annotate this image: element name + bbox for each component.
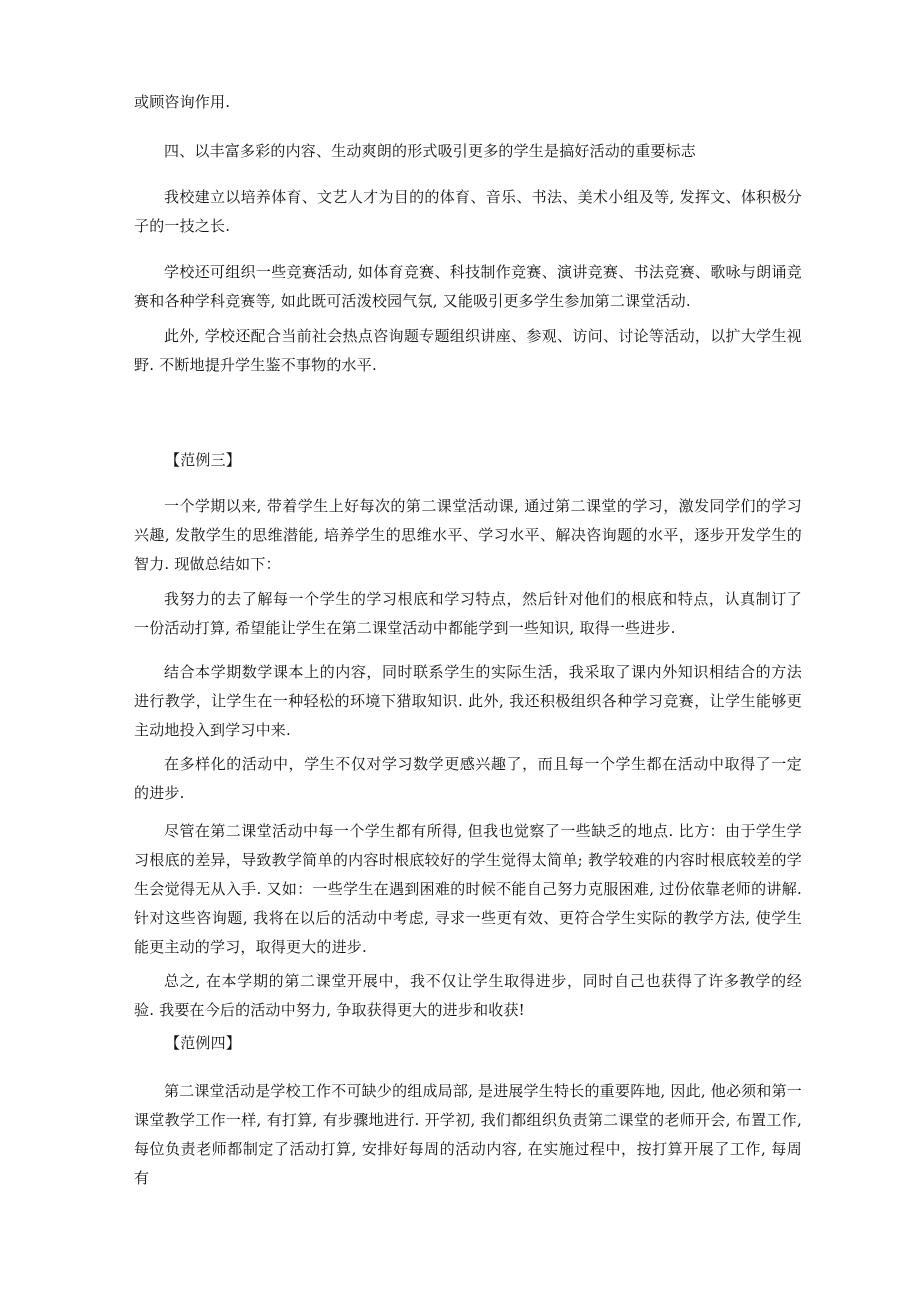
paragraph-understand-students: 我努力的去了解每一个学生的学习根底和学习特点，然后针对他们的根底和特点，认真制订了一份活动打算, 希望能让学生在第二课堂活动中都能学到一些知识, 取得一些进步. [134, 590, 802, 637]
paragraph-semester-intro: 一个学期以来, 带着学生上好每次的第二课堂活动课, 通过第二课堂的学习，激发同学们的学习兴趣, 发散学生的思维潜能, 培养学生的思维水平、学习水平、解决咨询题的水平，逐步开发学生的智力. 现做总结如下： [134, 497, 802, 573]
paragraph-competitions: 学校还可组织一些竞赛活动, 如体育竞赛、科技制作竞赛、演讲竞赛、书法竞赛、歌咏与朗诵竞赛和各种学科竞赛等, 如此既可活泼校园气氛, 又能吸引更多学生参加第二课堂活动. [134, 263, 802, 310]
paragraph-diverse-activities: 在多样化的活动中，学生不仅对学习数学更感兴趣了，而且每一个学生都在活动中取得了一定的进步. [134, 755, 802, 802]
paragraph-second-classroom: 第二课堂活动是学校工作不可缺少的组成局部, 是进展学生特长的重要阵地, 因此, 他必须和第一课堂教学工作一样, 有打算, 有步骤地进行. 开学初, 我们都组织负责第二课堂的老师开会, 布置工作, 每位负责老师都制定了活动打算, 安排好每周的活动内容, 在实施过程中，按打算开展了工作, 每周有 [134, 1082, 802, 1187]
example-three-heading: 【范例三】 [165, 451, 242, 469]
paragraph-conclusion: 总之, 在本学期的第二课堂开展中，我不仅让学生取得进步，同时自己也获得了许多教学的经验. 我要在今后的活动中努力, 争取获得更大的进步和收获! [134, 972, 802, 1019]
paragraph-teaching-method: 结合本学期数学课本上的内容，同时联系学生的实际生活，我采取了课内外知识相结合的方法进行教学，让学生在一种轻松的环境下猎取知识. 此外, 我还积极组织各种学习竞赛，让学生能够更主动地投入到学习中来. [134, 663, 802, 739]
section-heading-four: 四、以丰富多彩的内容、生动爽朗的形式吸引更多的学生是搞好活动的重要标志 [164, 142, 697, 160]
paragraph-lectures-visits: 此外, 学校还配合当前社会热点咨询题专题组织讲座、参观、访问、讨论等活动，以扩大学生视野. 不断地提升学生鉴不事物的水平. [134, 327, 802, 374]
paragraph-sports-arts-groups: 我校建立以培养体育、文艺人才为目的的体育、音乐、书法、美术小组及等, 发挥文、体积极分子的一技之长. [134, 188, 802, 235]
paragraph-shortcomings: 尽管在第二课堂活动中每一个学生都有所得, 但我也觉察了一些缺乏的地点. 比方：由于学生学习根底的差异，导致教学简单的内容时根底较好的学生觉得太简单; 教学较难的内容时根底较差的学生会觉得无从入手. 又如：一些学生在遇到困难的时候不能自己努力克服困难, 过份依靠老师的讲解. 针对这些咨询题, 我将在以后的活动中考虑, 寻求一些更有效、更符合学生实际的教学方法, 使学生能更主动的学习，取得更大的进步. [134, 822, 802, 956]
paragraph-continuation: 或顾咨询作用. [134, 93, 231, 111]
example-four-heading: 【范例四】 [165, 1034, 242, 1052]
